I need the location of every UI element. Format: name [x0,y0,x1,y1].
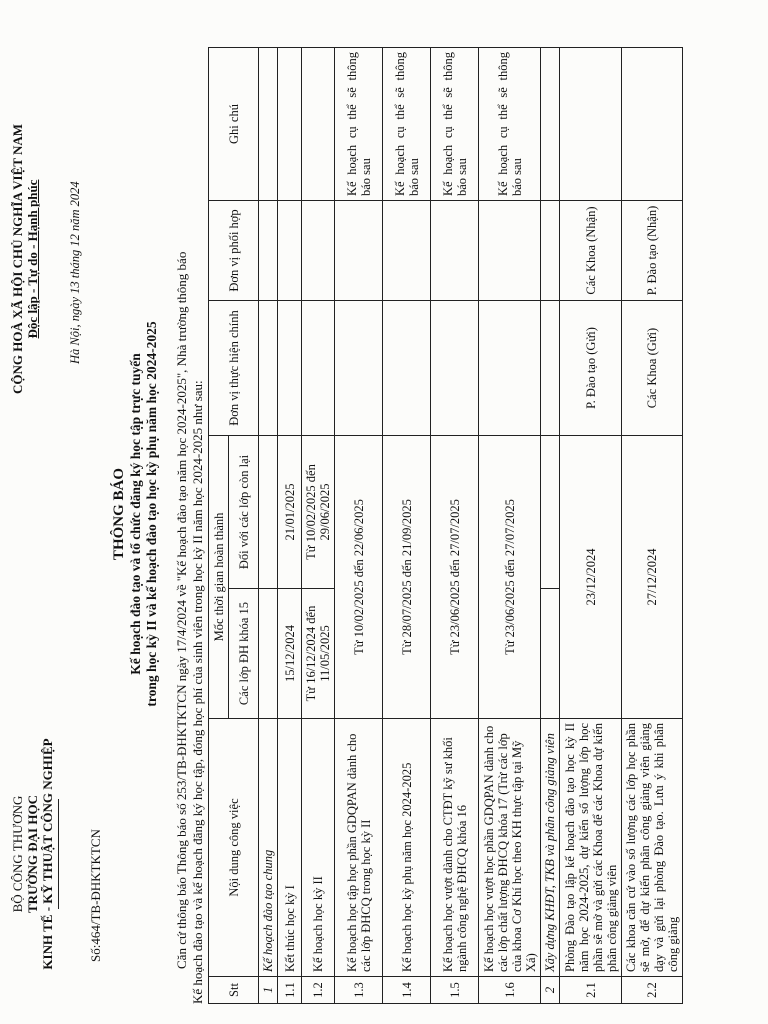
header-other-classes: Đối với các lớp còn lại [229,436,259,589]
ministry-name: BỘ CÔNG THƯƠNG [10,795,25,913]
header-stt: Stt [209,977,259,1004]
dh15-date: 15/12/2024 [278,589,302,719]
header-main-unit: Đơn vị thực hiện chính [209,301,259,436]
row-number: 1.6 [479,977,541,1004]
header-dh15: Các lớp ĐH khóa 15 [229,589,259,719]
task-content: Kết thúc học kỳ I [278,719,302,977]
dh15-date: Từ 16/12/2024 đến 11/05/2025 [302,589,335,719]
title-line-1: Kế hoạch đào tạo và tổ chức đăng ký học tập trực tuyến [128,353,143,675]
document-title: THÔNG BÁO [111,467,127,561]
table-row [335,48,383,1004]
row-number: 1.4 [383,977,431,1004]
timeframe: Từ 23/06/2025 đến 27/07/2025 [431,436,479,719]
task-content: Kế hoạch học kỳ phụ năm học 2024-2025 [383,719,431,977]
issuer-block [10,704,59,1004]
section-row [541,48,560,1004]
deadline: 23/12/2024 [560,436,622,719]
task-content: Các khoa căn cứ vào số lượng các lớp học phần sẽ mở, để dự kiến phân công giảng viên giảng dạy và gửi lại phòng Đào tạo. Lưu ý khi phân công giảng [622,719,683,977]
issue-date: Hà Nội, ngày 13 tháng 12 năm 2024 [68,181,82,364]
table-row [560,48,622,1004]
header-rule-left [58,799,59,909]
header-coop-unit: Đơn vị phối hợp [209,201,259,301]
section-number: 2 [541,977,560,1004]
main-unit: P. Đào tạo (Gửi) [560,301,622,436]
document-number: Số:464/TB-ĐHKTKTCN [88,829,103,962]
table-row [383,48,431,1004]
school-name-line1: TRƯỜNG ĐẠI HỌC [25,795,40,913]
table-row [431,48,479,1004]
title-line-2: trong học kỳ II và kế hoạch đào tạo học kỳ phụ năm học 2024-2025 [144,321,159,707]
note-text: Kế hoạch cụ thể sẽ thông báo sau [383,48,431,201]
header-content: Nội dung công việc [209,719,259,977]
section-title: Kế hoạch đào tạo chung [259,719,278,977]
task-content: Kế hoạch học tập học phần GDQPAN dành cho các lớp ĐHCQ trong học kỳ II [335,719,383,977]
timeframe: Từ 10/02/2025 đến 22/06/2025 [335,436,383,719]
note-text: Kế hoạch cụ thể sẽ thông báo sau [335,48,383,201]
intro-line-1: Căn cứ thông báo Thông báo số 253/TB-ĐHKTKTCN ngày 17/4/2024 về "Kế hoạch đào tạo năm học 2024-2025", Nhà trường thông báo [174,251,189,969]
table-row [302,48,335,1004]
row-number: 1.2 [302,977,335,1004]
row-number: 1.3 [335,977,383,1004]
note-text: Kế hoạch cụ thể sẽ thông báo sau [479,48,541,201]
plan-table [208,47,683,1004]
main-unit: Các Khoa (Gửi) [622,301,683,436]
coop-unit: P. Đào tạo (Nhận) [622,201,683,301]
national-motto: Độc lập - Tự do - Hạnh phúc [25,179,40,339]
other-date: 21/01/2025 [278,436,302,589]
coop-unit: Các Khoa (Nhận) [560,201,622,301]
intro-line-2: Kế hoạch đào tạo và kế hoạch đăng ký học tập, đóng học phí của sinh viên trong học kỳ II năm học 2024-2025 như sau: [190,380,205,1004]
row-number: 2.2 [622,977,683,1004]
header-milestone: Mốc thời gian hoàn thành [209,436,229,719]
country-block [10,69,40,449]
row-number: 1.1 [278,977,302,1004]
timeframe: Từ 23/06/2025 đến 27/07/2025 [479,436,541,719]
section-row [259,48,278,1004]
other-date: Từ 10/02/2025 đến 29/06/2025 [302,436,335,589]
note-text: Kế hoạch cụ thể sẽ thông báo sau [431,48,479,201]
task-content: Kế hoạch học kỳ II [302,719,335,977]
deadline: 27/12/2024 [622,436,683,719]
task-content: Kế hoạch học vượt học phần GDQPAN dành cho các lớp chất lượng ĐHCQ khóa 17 (Trừ các lớp của khoa Cơ Khí học theo KH thực tập tại Mỹ Xá) [479,719,541,977]
table-row [278,48,302,1004]
header-notes: Ghi chú [209,48,259,201]
section-number: 1 [259,977,278,1004]
task-content: Phòng Đào tạo lập kế hoạch đào tạo học kỳ II năm học 2024-2025, dự kiến số lượng lớp học phần sẽ mở và gửi các Khoa để các Khoa dự kiến phân công giảng viên [560,719,622,977]
row-number: 1.5 [431,977,479,1004]
row-number: 2.1 [560,977,622,1004]
timeframe: Từ 28/07/2025 đến 21/09/2025 [383,436,431,719]
school-name-line2: KINH TẾ - KỸ THUẬT CÔNG NGHIỆP [40,738,55,970]
title-block [110,174,160,854]
table-row [622,48,683,1004]
section-title: Xây dựng KHĐT, TKB và phân công giảng viên [541,719,560,977]
country-name: CỘNG HOÀ XÃ HỘI CHỦ NGHĨA VIỆT NAM [10,123,25,395]
table-row [479,48,541,1004]
task-content: Kế hoạch học vượt dành cho CTĐT kỹ sư khối ngành công nghệ ĐHCQ khóa 16 [431,719,479,977]
